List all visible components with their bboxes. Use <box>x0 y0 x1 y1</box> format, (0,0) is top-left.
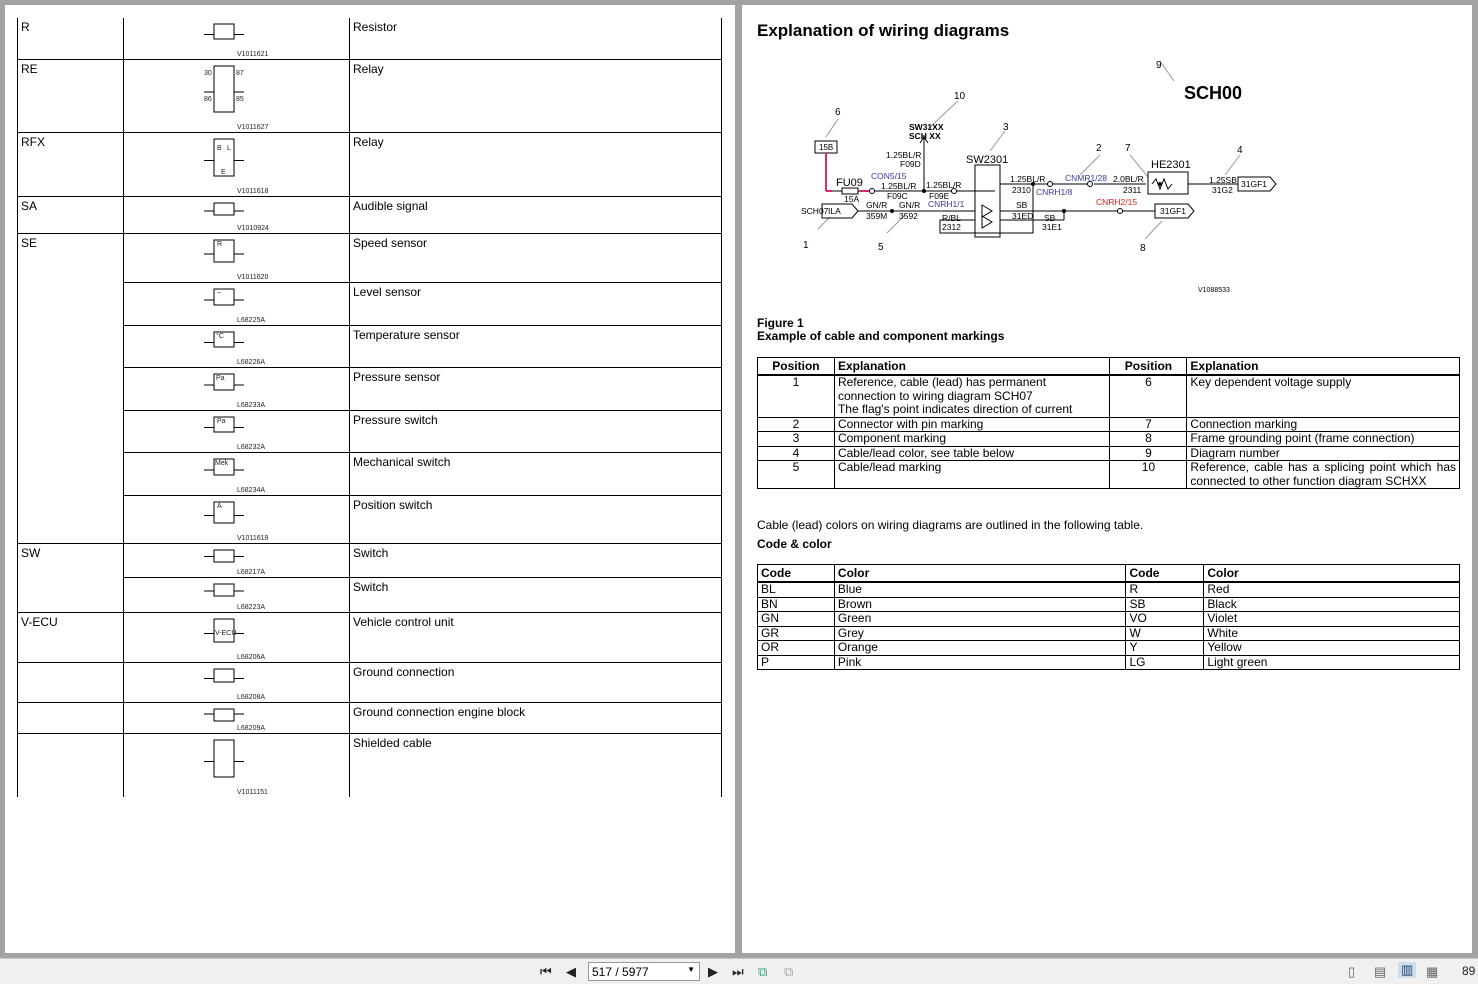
symbol-description: Relay <box>350 60 722 133</box>
symbol-id: L68226A <box>237 359 266 366</box>
prev-page-icon[interactable]: ◀ <box>566 964 576 979</box>
symbol-inner-label: A <box>217 503 222 510</box>
symbol-id: L68225A <box>237 317 266 324</box>
table-cell: Connector with pin marking <box>834 417 1110 432</box>
table-cell: Reference, cable has a splicing point which has connected to other function diagram SCHXX <box>1187 461 1460 489</box>
table-row <box>18 326 722 368</box>
symbol-inner-label: R <box>217 241 223 248</box>
table-cell: Diagram number <box>1187 446 1460 461</box>
callout-2: 2 <box>1096 143 1102 154</box>
page-title: Explanation of wiring diagrams <box>757 21 1010 40</box>
symbol-description: Shielded cable <box>350 734 722 798</box>
column-header: Code <box>1126 565 1204 583</box>
diagram-label: 359M <box>866 211 888 221</box>
table-row <box>18 283 722 326</box>
diagram-label: 15B <box>819 143 834 152</box>
table-row <box>18 703 722 734</box>
header-row <box>758 358 1460 376</box>
table-row <box>18 496 722 544</box>
page-value: 517 / 5977 <box>592 965 649 979</box>
symbols-table <box>17 18 722 797</box>
symbol-id: L68233A <box>237 402 266 409</box>
next-page-icon[interactable]: ▶ <box>708 964 718 979</box>
diagram-label: 2312 <box>942 222 961 232</box>
table-cell: Brown <box>834 597 1126 612</box>
table-row <box>758 432 1460 447</box>
diagram-label: CNRH1/8 <box>1036 187 1073 197</box>
symbol-description: Level sensor <box>350 283 722 326</box>
symbol-id: V1010924 <box>237 225 269 232</box>
symbol-inner-label: Pa <box>216 375 225 382</box>
table-cell: Light green <box>1204 655 1460 670</box>
diagram-label: 3592 <box>899 211 918 221</box>
symbol-code: RFX <box>18 133 124 197</box>
symbol-cell <box>124 453 350 496</box>
table-cell: 2 <box>758 417 835 432</box>
table-cell: R <box>1126 582 1204 597</box>
symbol-id: L68206A <box>237 654 266 661</box>
table-row <box>18 368 722 411</box>
diagram-label: SB <box>1016 200 1028 210</box>
table-row <box>758 375 1460 417</box>
symbol-id: L68232A <box>237 444 266 451</box>
diagram-label: 2.0BL/R <box>1113 174 1144 184</box>
symbol-inner-label: E <box>221 169 226 176</box>
table-row <box>758 597 1460 612</box>
symbol-code: R <box>18 18 124 60</box>
chevron-down-icon[interactable]: ▼ <box>687 965 695 974</box>
symbol-description: Switch <box>350 544 722 578</box>
page-copy-icon[interactable]: ⧉ <box>784 964 794 979</box>
symbol-description: Pressure sensor <box>350 368 722 411</box>
symbol-description: Temperature sensor <box>350 326 722 368</box>
first-page-icon[interactable]: ⏮ <box>540 964 552 979</box>
symbol-code <box>18 734 124 798</box>
table-cell: Frame grounding point (frame connection) <box>1187 432 1460 447</box>
callout-10: 10 <box>954 91 966 102</box>
symbol-inner-label: 86 <box>204 96 212 103</box>
symbol-inner-label: °C <box>216 333 224 340</box>
table-cell: Connection marking <box>1187 417 1460 432</box>
symbol-cell <box>124 18 350 60</box>
table-cell: 6 <box>1110 375 1187 417</box>
symbol-inner-label: Mek <box>215 460 229 467</box>
callout-6: 6 <box>835 107 841 118</box>
symbol-cell <box>124 496 350 544</box>
symbol-id: V1011619 <box>237 535 269 542</box>
column-header: Position <box>1110 358 1187 376</box>
diagram-label: GN/R <box>866 200 888 210</box>
column-header: Position <box>758 358 835 376</box>
symbol-inner-label: ~ <box>217 290 222 297</box>
symbol-code: V-ECU <box>18 613 124 663</box>
table-cell: White <box>1204 626 1460 641</box>
diagram-label: F09C <box>887 191 908 201</box>
page-transfer-icon[interactable]: ⧉ <box>758 964 768 979</box>
table-cell: OR <box>758 641 835 656</box>
diagram-label: CNRH1/1 <box>928 199 965 209</box>
table-row <box>18 453 722 496</box>
symbol-code: SA <box>18 197 124 234</box>
figure-label: Figure 1 <box>757 316 804 330</box>
symbol-inner-label: V-ECU <box>215 630 237 637</box>
table-row <box>18 544 722 578</box>
colors-table <box>757 564 1460 670</box>
column-header: Explanation <box>1187 358 1460 376</box>
table-row <box>758 612 1460 627</box>
symbol-cell <box>124 703 350 734</box>
table-cell: LG <box>1126 655 1204 670</box>
table-row <box>758 655 1460 670</box>
table-cell: 9 <box>1110 446 1187 461</box>
diagram-label: CNRH2/15 <box>1096 197 1138 207</box>
continuous-icon[interactable]: ▤ <box>1374 964 1387 979</box>
table-row <box>758 417 1460 432</box>
symbol-description: Vehicle control unit <box>350 613 722 663</box>
table-cell: Cable/lead marking <box>834 461 1110 489</box>
wiring-diagram <box>790 53 1310 298</box>
symbol-inner-label: L <box>227 145 231 152</box>
table-cell: SB <box>1126 597 1204 612</box>
table-cell: GN <box>758 612 835 627</box>
symbol-id: V1011151 <box>237 789 268 796</box>
table-row <box>18 197 722 234</box>
symbol-cell <box>124 133 350 197</box>
table-cell: 1 <box>758 375 835 417</box>
column-header: Code <box>758 565 835 583</box>
diagram-label: F09E <box>929 191 950 201</box>
symbol-description: Switch <box>350 578 722 613</box>
callout-3: 3 <box>1003 122 1009 133</box>
table-row <box>758 446 1460 461</box>
table-cell: P <box>758 655 835 670</box>
callout-9: 9 <box>1156 60 1162 71</box>
positions-table <box>757 357 1460 489</box>
symbol-description: Ground connection <box>350 663 722 703</box>
table-cell: Y <box>1126 641 1204 656</box>
symbol-id: L68234A <box>237 487 266 494</box>
diagram-label: SB <box>1044 213 1056 223</box>
table-cell: 8 <box>1110 432 1187 447</box>
diagram-label: 1.25BL/R <box>881 181 917 191</box>
table-row <box>18 613 722 663</box>
table-row <box>758 626 1460 641</box>
zoom-level: 89 <box>1462 964 1476 978</box>
table-cell: Key dependent voltage supply <box>1187 375 1460 417</box>
diagram-label: 31G2 <box>1212 185 1233 195</box>
table-row <box>758 461 1460 489</box>
table-cell: Orange <box>834 641 1126 656</box>
symbol-inner-label: 85 <box>236 96 244 103</box>
table-cell: 10 <box>1110 461 1187 489</box>
symbol-code: RE <box>18 60 124 133</box>
symbol-description: Resistor <box>350 18 722 60</box>
diagram-label: CNMR1/28 <box>1065 173 1108 183</box>
diagram-label: 31GF1 <box>1160 206 1186 216</box>
diagram-label: 31ED <box>1012 211 1034 221</box>
table-cell: GR <box>758 626 835 641</box>
table-row <box>18 60 722 133</box>
table-row <box>18 734 722 798</box>
diagram-label: 1.25BL/R <box>886 150 922 160</box>
colors-heading: Code & color <box>757 537 832 551</box>
diagram-label: HE2301 <box>1151 159 1191 171</box>
symbol-description: Speed sensor <box>350 234 722 283</box>
symbol-id: V1011618 <box>237 188 269 195</box>
diagram-label: GN/R <box>899 200 921 210</box>
table-cell: Grey <box>834 626 1126 641</box>
column-header: Color <box>1204 565 1460 583</box>
diagram-label: SW31XX <box>909 122 944 132</box>
table-cell: BN <box>758 597 835 612</box>
table-cell: Violet <box>1204 612 1460 627</box>
diagram-label: 31GF1 <box>1241 179 1267 189</box>
diagram-label: SCH XX <box>909 131 941 141</box>
table-cell: 5 <box>758 461 835 489</box>
colors-intro: Cable (lead) colors on wiring diagrams are outlined in the following table. <box>757 518 1144 532</box>
symbol-cell <box>124 544 350 578</box>
diagram-label: R/BL <box>942 213 961 223</box>
table-row <box>758 582 1460 597</box>
symbol-cell <box>124 411 350 453</box>
symbol-cell <box>124 613 350 663</box>
two-page-continuous-icon[interactable]: ▦ <box>1426 964 1439 979</box>
figure-caption: Example of cable and component markings <box>757 329 1005 343</box>
symbol-description: Ground connection engine block <box>350 703 722 734</box>
diagram-label: CON5/15 <box>871 171 907 181</box>
single-page-icon[interactable]: ▯ <box>1348 964 1356 979</box>
image-id: V1088533 <box>1198 287 1230 294</box>
symbol-id: L68217A <box>237 569 266 576</box>
symbol-cell <box>124 60 350 133</box>
two-page-icon[interactable]: ▥ <box>1398 962 1416 978</box>
table-cell: Black <box>1204 597 1460 612</box>
symbol-inner-label: B <box>217 145 222 152</box>
diagram-label: SCH07 <box>801 206 829 216</box>
diagram-label: F09D <box>900 159 921 169</box>
table-row <box>18 133 722 197</box>
callout-5: 5 <box>878 242 884 253</box>
symbol-description: Relay <box>350 133 722 197</box>
symbol-code <box>18 663 124 703</box>
symbol-inner-label: Pa <box>217 418 226 425</box>
symbol-cell <box>124 578 350 613</box>
table-cell: Component marking <box>834 432 1110 447</box>
table-cell: 3 <box>758 432 835 447</box>
diagram-label: ILA <box>828 206 841 216</box>
symbol-code: SW <box>18 544 124 613</box>
header-row <box>758 565 1460 583</box>
column-header: Color <box>834 565 1126 583</box>
symbol-description: Pressure switch <box>350 411 722 453</box>
table-cell: Yellow <box>1204 641 1460 656</box>
table-cell: 4 <box>758 446 835 461</box>
symbol-id: L68209A <box>237 725 266 732</box>
callout-1: 1 <box>803 240 809 251</box>
table-row <box>18 663 722 703</box>
symbol-cell <box>124 663 350 703</box>
diagram-label: 1.25SB <box>1209 175 1237 185</box>
column-header: Explanation <box>834 358 1110 376</box>
symbol-cell <box>124 283 350 326</box>
table-cell: Pink <box>834 655 1126 670</box>
symbol-id: L68208A <box>237 694 266 701</box>
table-cell: Cable/lead color, see table below <box>834 446 1110 461</box>
symbol-description: Audible signal <box>350 197 722 234</box>
table-cell: Red <box>1204 582 1460 597</box>
table-row <box>758 641 1460 656</box>
table-row <box>18 411 722 453</box>
symbol-cell <box>124 234 350 283</box>
left-page <box>5 5 735 953</box>
symbol-id: V1011621 <box>237 51 269 58</box>
symbol-icon <box>124 133 349 196</box>
symbol-inner-label: 30 <box>204 70 212 77</box>
diagram-label: 31E1 <box>1042 222 1062 232</box>
page-number-input[interactable] <box>588 962 700 981</box>
diagram-label: 1.25BL/R <box>926 180 962 190</box>
symbol-cell <box>124 197 350 234</box>
table-cell: BL <box>758 582 835 597</box>
right-page <box>742 5 1472 953</box>
table-row <box>18 578 722 613</box>
symbol-id: V1011620 <box>237 274 269 281</box>
table-cell: Green <box>834 612 1126 627</box>
bottom-toolbar <box>0 958 1478 984</box>
callout-4: 4 <box>1237 145 1243 156</box>
table-cell: 7 <box>1110 417 1187 432</box>
symbol-description: Position switch <box>350 496 722 544</box>
table-cell: Blue <box>834 582 1126 597</box>
diagram-label: FU09 <box>836 177 863 189</box>
table-row <box>18 18 722 60</box>
diagram-label: 2310 <box>1012 185 1031 195</box>
symbol-id: V1011627 <box>237 124 269 131</box>
diagram-number: SCH00 <box>1184 83 1243 103</box>
symbol-cell <box>124 734 350 798</box>
symbol-cell <box>124 326 350 368</box>
table-row <box>18 234 722 283</box>
diagram-label: 2311 <box>1123 185 1142 195</box>
callout-8: 8 <box>1140 243 1146 254</box>
symbol-cell <box>124 368 350 411</box>
last-page-icon[interactable]: ⏭ <box>732 964 744 979</box>
symbol-id: L68223A <box>237 604 266 611</box>
table-cell: W <box>1126 626 1204 641</box>
symbol-inner-label: 87 <box>236 70 244 77</box>
diagram-label: SW2301 <box>966 154 1009 166</box>
diagram-label: 15A <box>844 194 860 204</box>
symbol-code: SE <box>18 234 124 544</box>
symbol-code <box>18 703 124 734</box>
symbol-description: Mechanical switch <box>350 453 722 496</box>
callout-7: 7 <box>1125 143 1131 154</box>
table-cell: Reference, cable (lead) has permanent connection to wiring diagram SCH07 The flag's point indicates direction of current <box>834 375 1110 417</box>
symbol-icon <box>124 734 349 797</box>
diagram-label: 1.25BL/R <box>1010 174 1046 184</box>
table-cell: VO <box>1126 612 1204 627</box>
